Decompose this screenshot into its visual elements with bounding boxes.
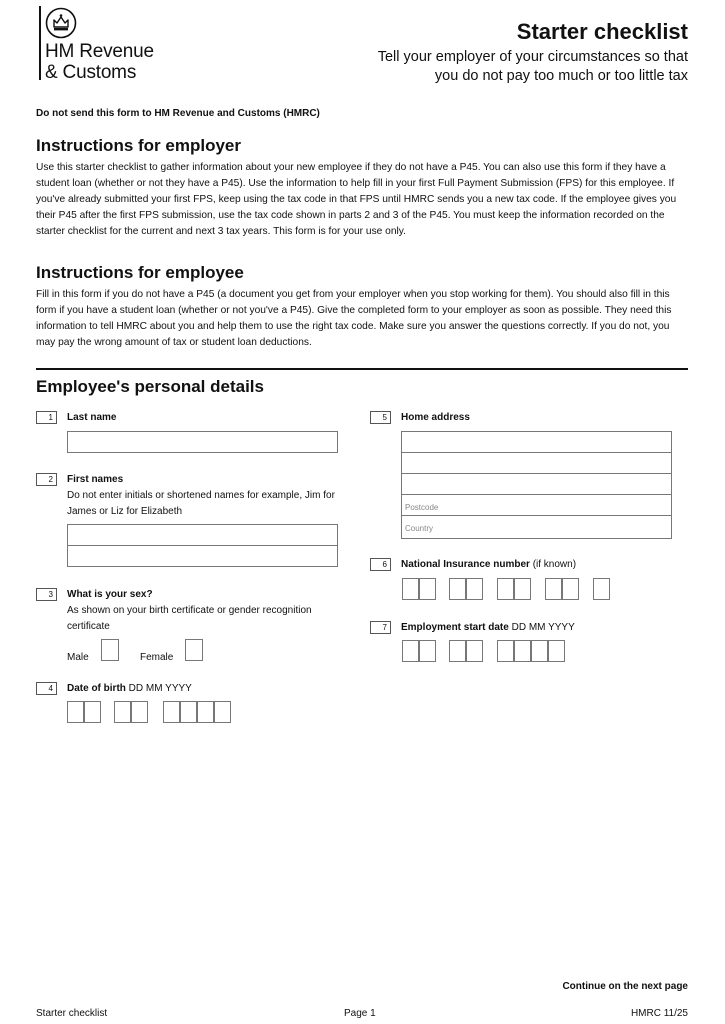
employee-instructions-text: Fill in this form if you do not have a P45 (a document you get from your employer when you stop working for them). You should also fill in this form if you have a student loan (whether or not you've a P45). Give the completed form to your employer as soon as possible. They need this information to tell HMRC about you and help them to use the right tax code. Make sure you answer the questions correctly. If you do not, you may pay the wrong amount of tax or student loan deductions. — [36, 289, 672, 348]
first-names-label: First names — [67, 474, 124, 485]
employer-instructions-heading: Instructions for employer — [36, 136, 241, 155]
ni-number-label-text: National Insurance number — [401, 559, 530, 570]
start-year-box-3[interactable] — [531, 640, 548, 662]
dob-year-box-1[interactable] — [163, 701, 180, 723]
female-label: Female — [140, 652, 174, 663]
logo-text-line1: HM Revenue — [45, 41, 154, 62]
page-subtitle: Tell your employer of your circumstances so that you do not pay too much or too little tax — [377, 49, 688, 84]
dob-year-box-2[interactable] — [180, 701, 197, 723]
country-field[interactable]: Country — [405, 524, 434, 533]
dob-day-box-1[interactable] — [67, 701, 84, 723]
question-number-7: 7 — [370, 621, 391, 634]
home-address-field[interactable] — [401, 431, 672, 539]
question-number-2: 2 — [36, 473, 57, 486]
start-year-box-2[interactable] — [514, 640, 531, 662]
question-number-4: 4 — [36, 682, 57, 695]
ni-box-8[interactable] — [562, 578, 579, 600]
start-date-label — [401, 622, 575, 633]
dob-month-box-2[interactable] — [131, 701, 148, 723]
question-number-5: 5 — [370, 411, 391, 424]
start-date-label-text: Employment start date — [401, 622, 509, 633]
dob-year-box-4[interactable] — [214, 701, 231, 723]
female-checkbox[interactable] — [185, 639, 203, 661]
home-address-label: Home address — [401, 412, 470, 423]
do-not-send-notice: Do not send this form to HM Revenue and Customs (HMRC) — [36, 108, 320, 119]
ni-box-6[interactable] — [514, 578, 531, 600]
date-of-birth-boxes — [67, 701, 247, 725]
address-line-1[interactable] — [402, 432, 672, 453]
crown-crest-icon — [45, 7, 77, 39]
last-name-field[interactable] — [67, 431, 338, 453]
logo-bar — [39, 6, 41, 80]
first-names-field-2[interactable] — [67, 545, 338, 567]
page-title: Starter checklist — [516, 19, 688, 44]
address-line-2[interactable] — [402, 453, 672, 474]
last-name-label: Last name — [67, 412, 117, 423]
start-year-box-1[interactable] — [497, 640, 514, 662]
start-day-box-2[interactable] — [419, 640, 436, 662]
start-date-format: DD MM YYYY — [511, 622, 575, 633]
section-divider — [36, 368, 688, 370]
footer-page-number: Page 1 — [344, 1008, 376, 1019]
sex-hint: As shown on your birth certificate or gender recognition certificate — [67, 605, 312, 632]
personal-details-heading: Employee's personal details — [36, 377, 264, 396]
sex-label: What is your sex? — [67, 589, 153, 600]
ni-box-5[interactable] — [497, 578, 514, 600]
start-month-box-1[interactable] — [449, 640, 466, 662]
date-of-birth-label-text: Date of birth — [67, 683, 126, 694]
start-year-box-4[interactable] — [548, 640, 565, 662]
question-number-3: 3 — [36, 588, 57, 601]
employee-instructions-heading: Instructions for employee — [36, 263, 244, 282]
male-label: Male — [67, 652, 89, 663]
ni-box-7[interactable] — [545, 578, 562, 600]
ni-number-label — [401, 559, 576, 570]
first-names-hint: Do not enter initials or shortened names for example, Jim for James or Liz for Elizabeth — [67, 490, 335, 517]
first-names-field-1[interactable] — [67, 524, 338, 546]
ni-number-hint: (if known) — [532, 559, 577, 570]
question-number-1: 1 — [36, 411, 57, 424]
ni-box-2[interactable] — [419, 578, 436, 600]
dob-year-box-3[interactable] — [197, 701, 214, 723]
ni-box-3[interactable] — [449, 578, 466, 600]
question-number-6: 6 — [370, 558, 391, 571]
date-of-birth-label — [67, 683, 192, 694]
start-month-box-2[interactable] — [466, 640, 483, 662]
date-of-birth-format: DD MM YYYY — [128, 683, 192, 694]
continue-notice: Continue on the next page — [562, 981, 688, 992]
footer-form-name: Starter checklist — [36, 1008, 108, 1019]
ni-number-boxes — [402, 578, 612, 602]
footer-form-code: HMRC 11/25 — [630, 1008, 688, 1019]
start-day-box-1[interactable] — [402, 640, 419, 662]
male-checkbox[interactable] — [101, 639, 119, 661]
ni-box-4[interactable] — [466, 578, 483, 600]
start-date-boxes — [402, 640, 582, 664]
dob-month-box-1[interactable] — [114, 701, 131, 723]
logo-text-line2: & Customs — [45, 62, 137, 83]
postcode-field[interactable]: Postcode — [402, 495, 672, 516]
ni-box-9[interactable] — [593, 578, 610, 600]
address-line-3[interactable] — [402, 474, 672, 495]
ni-box-1[interactable] — [402, 578, 419, 600]
dob-day-box-2[interactable] — [84, 701, 101, 723]
employer-instructions-text: Use this starter checklist to gather information about your new employee if they do not have a P45. You can also use this form if they have a student loan (whether or not they have a P45). Use the information to help fill in your first Full Payment Submission (FPS) for this employee. If you've already submitted your first FPS, keep using the tax code in that FPS until HMRC sends you a new tax code. If the employee gives you their P45 after the first FPS submission, use the tax code shown in parts 2 and 3 of the P45. You must keep the information recorded on the starter checklist for the current and next 3 tax years. This form is for your use only. — [36, 162, 677, 237]
